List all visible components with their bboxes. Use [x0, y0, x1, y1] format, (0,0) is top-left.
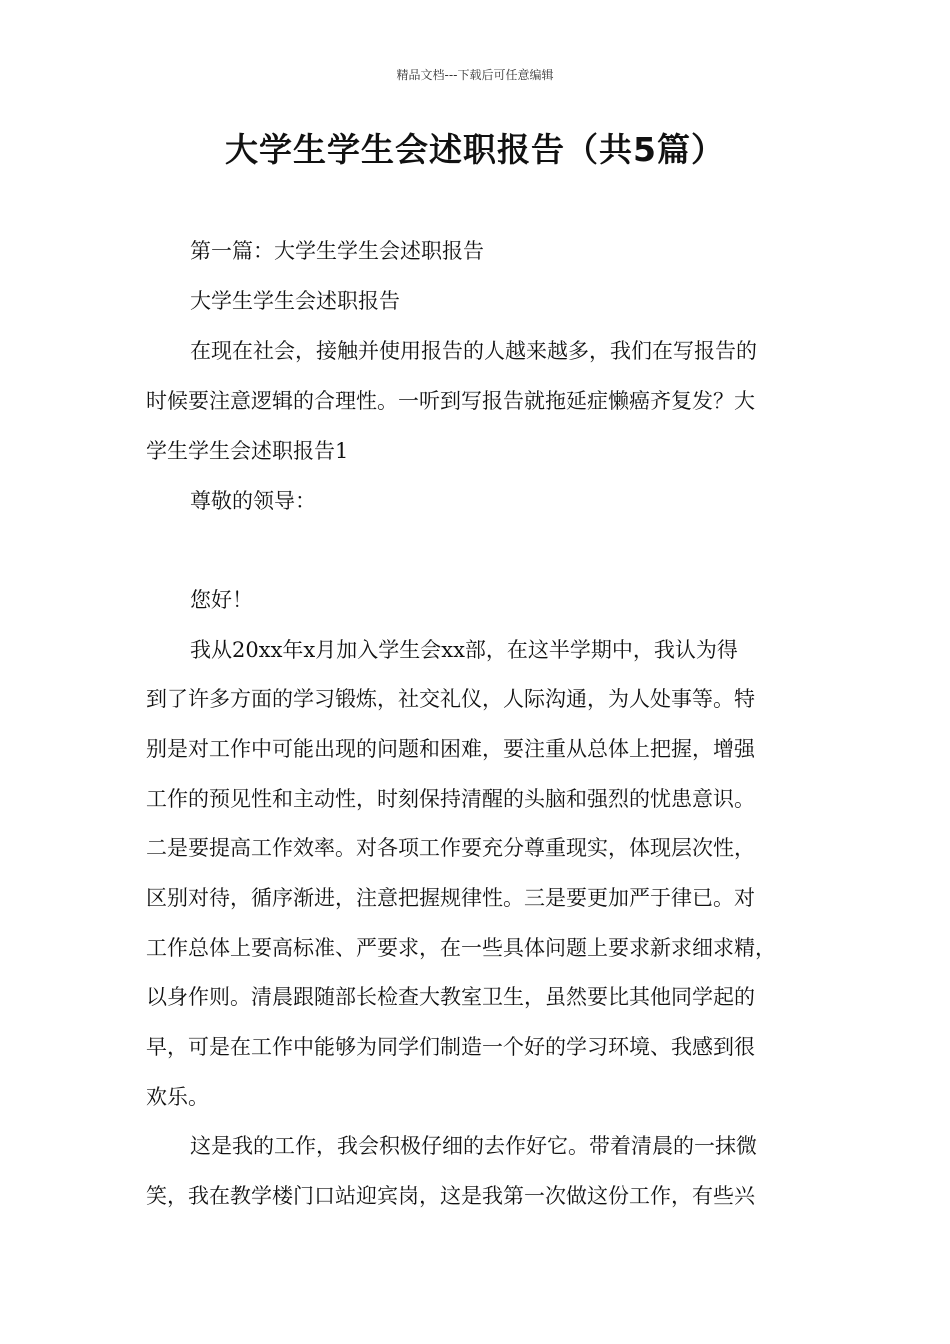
greeting: 您好！	[190, 588, 253, 612]
section-heading: 第一篇：大学生学生会述职报告	[190, 239, 484, 263]
paragraph-line: 二是要提高工作效率。对各项工作要充分尊重现实，体现层次性，	[146, 836, 755, 860]
paragraph-line: 别是对工作中可能出现的问题和困难，要注重从总体上把握，增强	[146, 737, 755, 761]
paragraph-line: 这是我的工作，我会积极仔细的去作好它。带着清晨的一抹微	[190, 1134, 757, 1158]
salutation: 尊敬的领导：	[190, 489, 316, 513]
page-header: 精品文档---下载后可任意编辑	[396, 68, 554, 82]
paragraph-line: 时候要注意逻辑的合理性。一听到写报告就拖延症懒癌齐复发？大	[146, 389, 755, 413]
paragraph-line: 早，可是在工作中能够为同学们制造一个好的学习环境、我感到很	[146, 1035, 755, 1059]
paragraph-line: 以身作则。清晨跟随部长检查大教室卫生，虽然要比其他同学起的	[146, 985, 755, 1009]
paragraph-line: 在现在社会，接触并使用报告的人越来越多，我们在写报告的	[190, 339, 757, 363]
report-subtitle: 大学生学生会述职报告	[190, 289, 400, 313]
document-title: 大学生学生会述职报告（共5篇）	[225, 130, 725, 169]
paragraph-line: 区别对待，循序渐进，注意把握规律性。三是要更加严于律已。对	[146, 886, 755, 910]
paragraph-line: 学生学生会述职报告1	[146, 439, 349, 463]
paragraph-line: 笑，我在教学楼门口站迎宾岗，这是我第一次做这份工作，有些兴	[146, 1184, 755, 1208]
paragraph-line: 工作总体上要高标准、严要求，在一些具体问题上要求新求细求精，	[146, 936, 776, 960]
paragraph-line: 我从20xx年x月加入学生会xx部，在这半学期中，我认为得	[190, 638, 738, 662]
paragraph-line: 工作的预见性和主动性，时刻保持清醒的头脑和强烈的忧患意识。	[146, 787, 755, 811]
paragraph-line: 欢乐。	[146, 1085, 209, 1109]
paragraph-line: 到了许多方面的学习锻炼，社交礼仪，人际沟通，为人处事等。特	[146, 687, 755, 711]
